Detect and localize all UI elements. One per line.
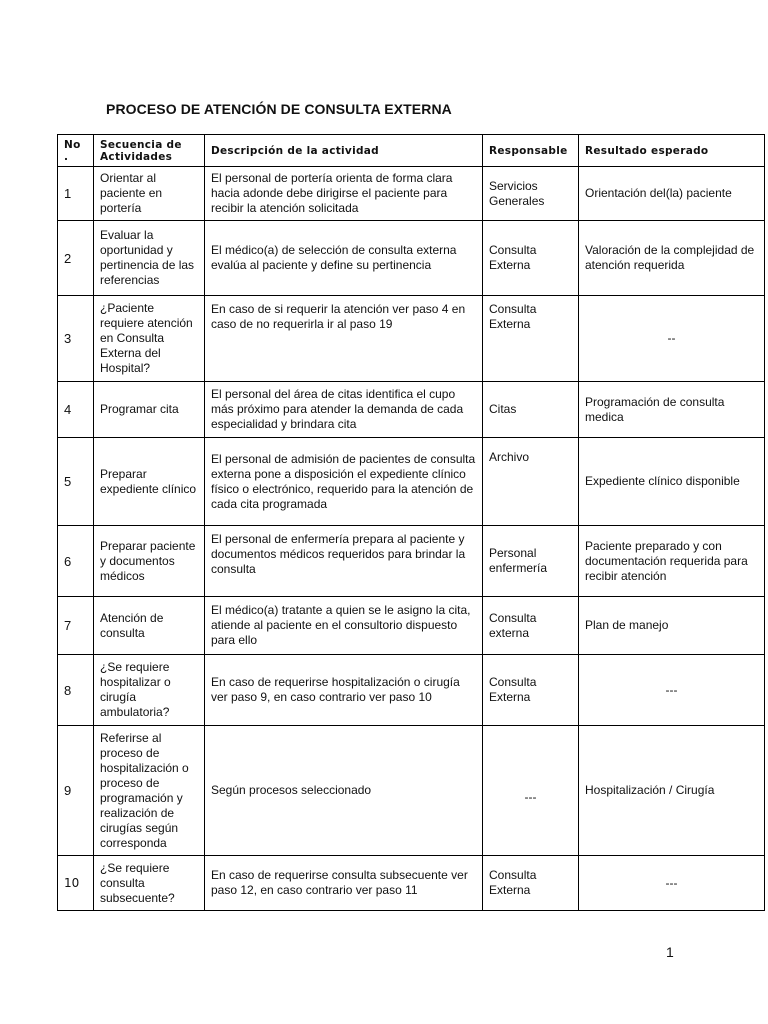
- row-number: 3: [58, 296, 94, 382]
- row-resultado: ---: [579, 655, 765, 726]
- row-number: 6: [58, 526, 94, 597]
- table-row: [58, 167, 765, 221]
- row-secuencia: Preparar expediente clínico: [94, 438, 205, 526]
- row-descripcion: El médico(a) de selección de consulta externa evalúa al paciente y define su pertinencia: [205, 221, 483, 296]
- row-responsable: ---: [483, 726, 579, 856]
- row-descripcion: En caso de si requerir la atención ver paso 4 en caso de no requerirla ir al paso 19: [205, 296, 483, 382]
- row-resultado: Hospitalización / Cirugía: [579, 726, 765, 856]
- row-number: 5: [58, 438, 94, 526]
- row-resultado: Paciente preparado y con documentación requerida para recibir atención: [579, 526, 765, 597]
- row-number: 1: [58, 167, 94, 221]
- row-secuencia: Programar cita: [94, 382, 205, 438]
- row-descripcion: Según procesos seleccionado: [205, 726, 483, 856]
- row-descripcion: En caso de requerirse consulta subsecuente ver paso 12, en caso contrario ver paso 11: [205, 856, 483, 911]
- row-responsable: Consulta Externa: [483, 655, 579, 726]
- table-row: [58, 856, 765, 911]
- row-number: 9: [58, 726, 94, 856]
- table-row: [58, 726, 765, 856]
- row-number: 10: [58, 856, 94, 911]
- row-secuencia: ¿Paciente requiere atención en Consulta Externa del Hospital?: [94, 296, 205, 382]
- row-secuencia: Referirse al proceso de hospitalización o proceso de programación y realización de cirugías según corresponda: [94, 726, 205, 856]
- document-title: PROCESO DE ATENCIÓN DE CONSULTA EXTERNA: [106, 101, 452, 117]
- row-secuencia: Orientar al paciente en portería: [94, 167, 205, 221]
- header-resultado: Resultado esperado: [579, 135, 765, 167]
- row-resultado: Orientación del(la) paciente: [579, 167, 765, 221]
- table-row: [58, 438, 765, 526]
- process-table: [57, 134, 765, 911]
- table-row: [58, 221, 765, 296]
- header-responsable: Responsable: [483, 135, 579, 167]
- row-resultado: ---: [579, 856, 765, 911]
- row-descripcion: El médico(a) tratante a quien se le asigno la cita, atiende al paciente en el consultorio dispuesto para ello: [205, 597, 483, 655]
- row-number: 8: [58, 655, 94, 726]
- row-responsable: Citas: [483, 382, 579, 438]
- row-descripcion: El personal del área de citas identifica el cupo más próximo para atender la demanda de cada especialidad y brindara cita: [205, 382, 483, 438]
- row-responsable: Personal enfermería: [483, 526, 579, 597]
- header-descripcion: Descripción de la actividad: [205, 135, 483, 167]
- row-responsable: Consulta Externa: [483, 856, 579, 911]
- row-secuencia: Atención de consulta: [94, 597, 205, 655]
- table-row: [58, 597, 765, 655]
- row-responsable: Consulta Externa: [483, 296, 579, 382]
- row-resultado: Plan de manejo: [579, 597, 765, 655]
- row-resultado: --: [579, 296, 765, 382]
- row-number: 7: [58, 597, 94, 655]
- row-secuencia: ¿Se requiere consulta subsecuente?: [94, 856, 205, 911]
- row-resultado: Valoración de la complejidad de atención requerida: [579, 221, 765, 296]
- row-resultado: Programación de consulta medica: [579, 382, 765, 438]
- table-row: [58, 655, 765, 726]
- header-no: No .: [58, 135, 94, 167]
- row-secuencia: Preparar paciente y documentos médicos: [94, 526, 205, 597]
- table-row: [58, 526, 765, 597]
- table-row: [58, 296, 765, 382]
- row-responsable: Archivo: [483, 438, 579, 526]
- row-number: 4: [58, 382, 94, 438]
- table-header-row: [58, 135, 765, 167]
- page-number: 1: [666, 944, 674, 960]
- row-descripcion: El personal de admisión de pacientes de consulta externa pone a disposición el expediente clínico físico o electrónico, requerido para la atención de cada cita programada: [205, 438, 483, 526]
- row-secuencia: Evaluar la oportunidad y pertinencia de las referencias: [94, 221, 205, 296]
- row-descripcion: El personal de portería orienta de forma clara hacia adonde debe dirigirse el paciente para recibir la atención solicitada: [205, 167, 483, 221]
- header-secuencia: Secuencia de Actividades: [94, 135, 205, 167]
- row-responsable: Consulta Externa: [483, 221, 579, 296]
- row-descripcion: En caso de requerirse hospitalización o cirugía ver paso 9, en caso contrario ver paso 10: [205, 655, 483, 726]
- row-resultado: Expediente clínico disponible: [579, 438, 765, 526]
- row-responsable: Consulta externa: [483, 597, 579, 655]
- table-row: [58, 382, 765, 438]
- row-descripcion: El personal de enfermería prepara al paciente y documentos médicos requeridos para brindar la consulta: [205, 526, 483, 597]
- row-secuencia: ¿Se requiere hospitalizar o cirugía ambulatoria?: [94, 655, 205, 726]
- row-number: 2: [58, 221, 94, 296]
- row-responsable: Servicios Generales: [483, 167, 579, 221]
